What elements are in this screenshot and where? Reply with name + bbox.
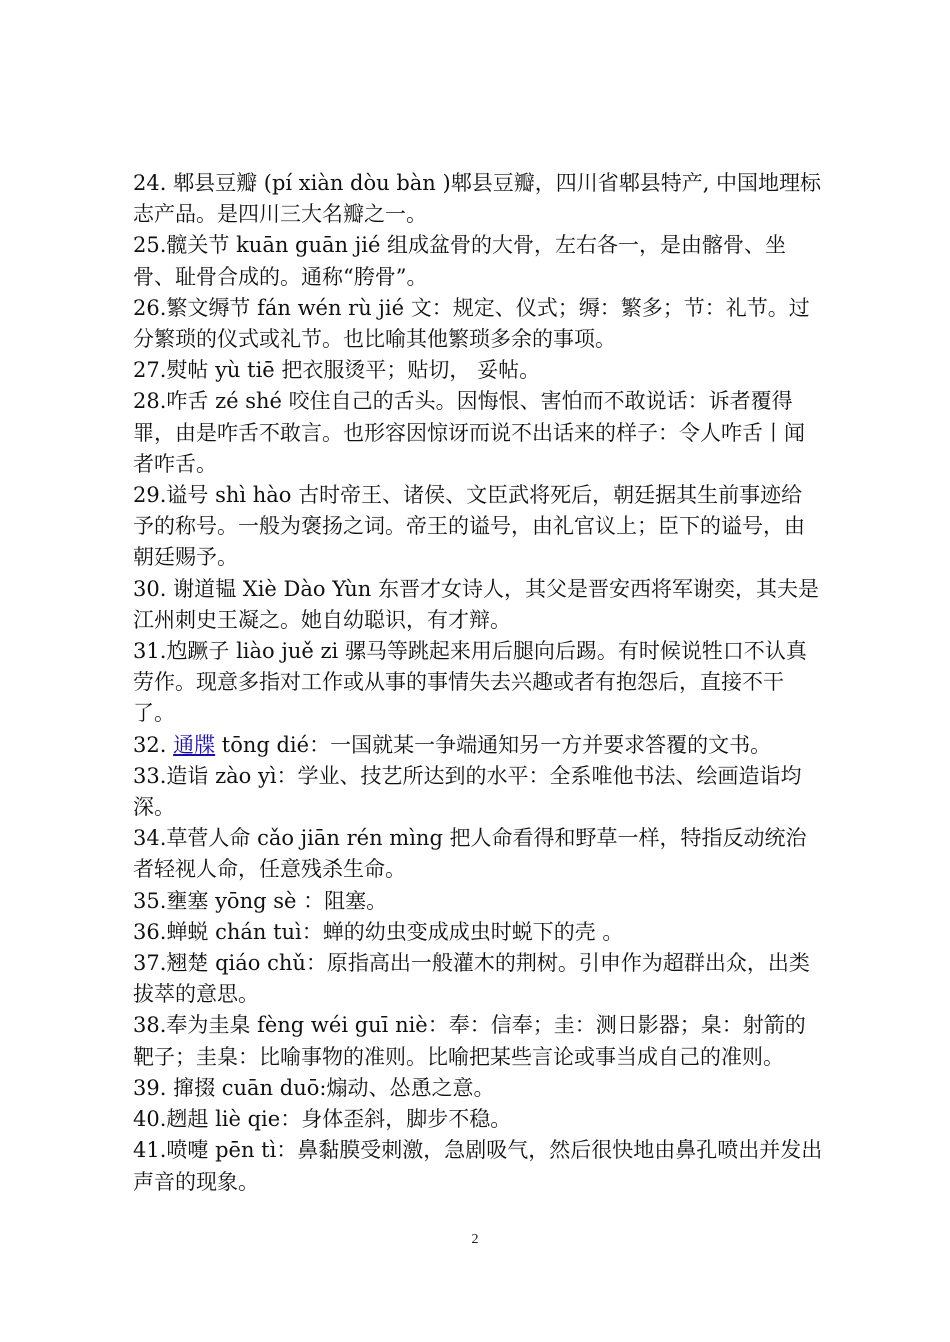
entry-38: 38.奉为圭臬 fèng wéi guī niè：奉：信奉；圭：测日影器；臬：射箭的靶子；圭臬：比喻事物的准则。比喻把某些言论或事当成自己的准则。 bbox=[133, 1013, 806, 1069]
entry-34: 34.草菅人命 cǎo jiān rén mìng 把人命看得和野草一样，特指反动统治者轻视人命，任意残杀生命。 bbox=[133, 826, 807, 882]
tongdie-link[interactable]: 通牒 bbox=[173, 732, 216, 757]
entry-32 bbox=[133, 730, 823, 761]
entry-39: 39. 撺掇 cuān duō:煽动、怂恿之意。 bbox=[133, 1075, 495, 1100]
entry-33: 33.造诣 zào yì：学业、技艺所达到的水平：全系唯他书法、绘画造诣均深。 bbox=[133, 763, 802, 820]
entry-31: 31.尥蹶子 liào juě zi 骡马等跳起来用后腿向后踢。有时候说牲口不认真劳作。现意多指对工作或从事的事情失去兴趣或者有抱怨后，直接不干了。 bbox=[133, 639, 807, 726]
entry-30: 30. 谢道韫 Xiè Dào Yùn 东晋才女诗人，其父是晋安西将军谢奕，其夫是江州刺史王凝之。她自幼聪识，有才辩。 bbox=[133, 576, 819, 632]
entry-32-definition: tōng dié：一国就某一争端通知另一方并要求答覆的文书。 bbox=[215, 732, 772, 757]
entry-35: 35.壅塞 yōng sè ：阻塞。 bbox=[133, 888, 388, 913]
page-number: 2 bbox=[471, 1232, 479, 1247]
entry-36: 36.蝉蜕 chán tuì：蝉的幼虫变成成虫时蜕下的壳 。 bbox=[133, 919, 624, 944]
entry-29: 29.谥号 shì hào 古时帝王、诸侯、文臣武将死后，朝廷据其生前事迹给予的称号。一般为褒扬之词。帝王的谥号，由礼官议上；臣下的谥号，由朝廷赐予。 bbox=[133, 483, 805, 570]
vocabulary-list bbox=[133, 168, 823, 1198]
entry-24: 24. 郫县豆瓣 (pí xiàn dòu bàn )郫县豆瓣，四川省郫县特产, 中国地理标志产品。是四川三大名瓣之一。 bbox=[133, 171, 822, 227]
entry-41: 41.喷嚏 pēn tì：鼻黏膜受刺激，急剧吸气，然后很快地由鼻孔喷出并发出声音的现象。 bbox=[133, 1138, 823, 1194]
entry-32-number: 32. bbox=[133, 732, 174, 757]
entry-40: 40.趔趄 liè qie：身体歪斜，脚步不稳。 bbox=[133, 1107, 512, 1132]
entry-25: 25.髋关节 kuān guān jié 组成盆骨的大骨，左右各一，是由髂骨、坐骨、耻骨合成的。通称“胯骨”。 bbox=[133, 233, 787, 289]
entry-27: 27.熨帖 yù tiē 把衣服烫平；贴切， 妥帖。 bbox=[133, 358, 541, 383]
entry-37: 37.翘楚 qiáo chǔ：原指高出一般灌木的荆树。引申作为超群出众，出类拔萃的意思。 bbox=[133, 951, 810, 1007]
entry-26: 26.繁文缛节 fán wén rù jié 文：规定、仪式；缛：繁多；节：礼节。过分繁琐的仪式或礼节。也比喻其他繁琐多余的事项。 bbox=[133, 295, 810, 352]
entry-28: 28.咋舌 zé shé 咬住自己的舌头。因悔恨、害怕而不敢说话：诉者覆得罪，由是咋舌不敢言。也形容因惊讶而说不出话来的样子：令人咋舌丨闻者咋舌。 bbox=[133, 389, 805, 476]
